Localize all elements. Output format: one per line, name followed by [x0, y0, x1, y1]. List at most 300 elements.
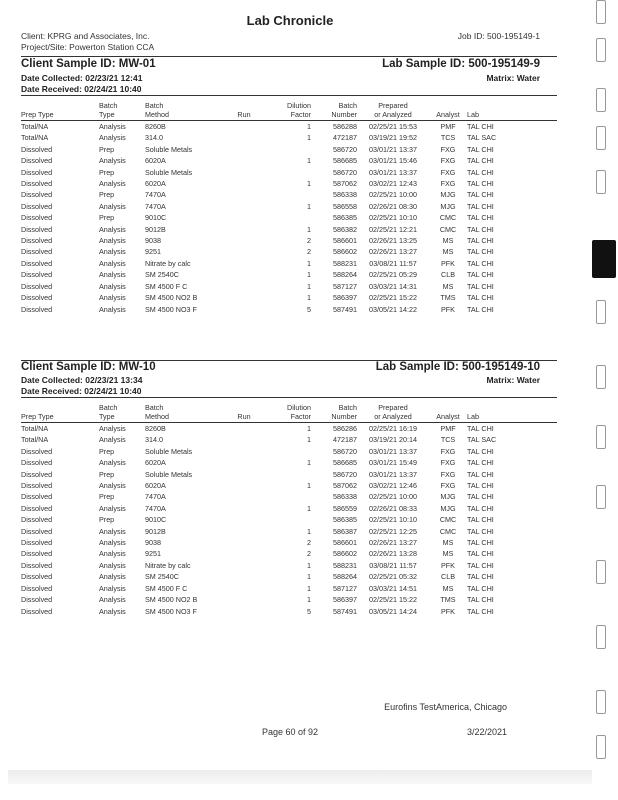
- prep-type-cell: Dissolved: [21, 156, 53, 166]
- batch-number-cell: 586397: [333, 595, 357, 605]
- analyst-cell: CMC: [439, 515, 457, 525]
- prepared-date-cell: 03/01/21 13:37: [369, 469, 417, 479]
- run-cell: [221, 178, 267, 189]
- batch-type-cell: Analysis: [99, 595, 126, 605]
- run-cell: [221, 548, 267, 559]
- table-row: [21, 594, 557, 605]
- column-header: Batch: [99, 101, 118, 110]
- batch-method-cell: 6020A: [145, 179, 166, 189]
- table-row: [21, 537, 557, 548]
- binder-tab[interactable]: [596, 560, 606, 584]
- divider: [21, 397, 557, 398]
- run-cell: [221, 537, 267, 548]
- batch-method-cell: 7470A: [145, 201, 166, 211]
- table-row: [21, 446, 557, 457]
- analyst-cell: FXG: [440, 469, 456, 479]
- column-header: Number: [311, 413, 357, 423]
- batch-type-cell: Prep: [99, 446, 115, 456]
- column-header: [467, 102, 557, 111]
- prepared-date-cell: 02/26/21 13:28: [369, 549, 417, 559]
- prepared-date-cell: 03/02/21 12:43: [369, 179, 417, 189]
- dilution-factor-cell: 1: [307, 503, 311, 513]
- prep-type-cell: Total/NA: [21, 122, 49, 131]
- column-header: Batch: [145, 403, 164, 412]
- run-cell: [221, 281, 267, 292]
- column-header: Method: [145, 413, 221, 423]
- batch-type-cell: Prep: [99, 167, 115, 177]
- report-title: Lab Chronicle: [246, 13, 334, 28]
- lab-cell: TAL CHI: [467, 247, 494, 257]
- batch-type-cell: Analysis: [99, 435, 126, 445]
- dilution-factor-cell: [267, 144, 311, 155]
- prep-type-cell: Dissolved: [21, 179, 53, 189]
- table-row: [21, 224, 557, 235]
- batch-method-cell: 8260B: [145, 424, 166, 433]
- batch-method-cell: 9038: [145, 538, 161, 548]
- batch-type-cell: Analysis: [99, 236, 126, 246]
- column-header: Batch: [99, 403, 118, 412]
- dilution-factor-cell: [267, 446, 311, 457]
- binder-tabs: [578, 0, 618, 800]
- prep-type-cell: Dissolved: [21, 167, 53, 177]
- analyst-cell: CMC: [439, 213, 457, 223]
- batch-number-cell: 586338: [333, 190, 357, 200]
- lab-cell: TAL CHI: [467, 458, 494, 468]
- column-header: Analyst: [429, 413, 467, 423]
- binder-tab[interactable]: [596, 126, 606, 150]
- lab-cell: TAL CHI: [467, 201, 494, 211]
- batch-type-cell: Prep: [99, 190, 115, 200]
- prepared-date-cell: 03/01/21 13:37: [369, 144, 417, 154]
- client-name: Client: KPRG and Associates, Inc.: [21, 31, 150, 41]
- run-cell: [221, 480, 267, 491]
- lab-cell: TAL CHI: [467, 270, 494, 280]
- column-header: Factor: [267, 111, 311, 121]
- analyst-cell: TMS: [440, 293, 456, 303]
- batch-type-cell: Analysis: [99, 583, 126, 593]
- analyst-cell: FXG: [440, 446, 456, 456]
- job-id: Job ID: 500-195149-1: [457, 31, 540, 41]
- column-header: or Analyzed: [357, 413, 429, 423]
- analyst-cell: PMF: [440, 122, 456, 131]
- dilution-factor-cell: 1: [307, 156, 311, 166]
- prep-type-cell: Total/NA: [21, 133, 49, 143]
- prepared-date-cell: 02/25/21 12:25: [369, 526, 417, 536]
- dilution-factor-cell: 1: [307, 270, 311, 280]
- batch-method-cell: 9012B: [145, 526, 166, 536]
- column-header: Dilution: [287, 403, 311, 412]
- batch-method-cell: SM 4500 NO3 F: [145, 304, 197, 314]
- lab-cell: TAL CHI: [467, 469, 494, 479]
- prepared-date-cell: 03/05/21 14:24: [369, 606, 417, 616]
- table-row: [21, 560, 557, 571]
- dilution-factor-cell: 1: [307, 293, 311, 303]
- batch-number-cell: 586685: [333, 156, 357, 166]
- dilution-factor-cell: [267, 514, 311, 525]
- column-header: Prep Type: [21, 413, 99, 423]
- dilution-factor-cell: 1: [307, 122, 311, 131]
- dilution-factor-cell: [267, 167, 311, 178]
- binder-tab[interactable]: [596, 0, 606, 24]
- table-row: [21, 155, 557, 166]
- dilution-factor-cell: 1: [307, 201, 311, 211]
- prepared-date-cell: 03/19/21 20:14: [369, 435, 417, 445]
- page-shadow: [8, 770, 592, 784]
- batch-method-cell: 6020A: [145, 156, 166, 166]
- project-site: Project/Site: Powerton Station CCA: [21, 42, 155, 52]
- batch-type-cell: Analysis: [99, 538, 126, 548]
- table-row: [21, 423, 557, 435]
- batch-number-cell: 586685: [333, 458, 357, 468]
- run-cell: [221, 258, 267, 269]
- batch-number-cell: 587127: [333, 583, 357, 593]
- dilution-factor-cell: 1: [307, 481, 311, 491]
- lab-cell: TAL CHI: [467, 583, 494, 593]
- batch-number-cell: 587127: [333, 281, 357, 291]
- prepared-date-cell: 02/26/21 13:27: [369, 538, 417, 548]
- table-row: [21, 292, 557, 303]
- dilution-factor-cell: 1: [307, 435, 311, 445]
- lab-cell: TAL CHI: [467, 481, 494, 491]
- binder-tab[interactable]: [596, 38, 606, 62]
- prep-type-cell: Dissolved: [21, 549, 53, 559]
- batch-method-cell: Soluble Metals: [145, 167, 193, 177]
- run-cell: [221, 434, 267, 445]
- run-cell: [221, 144, 267, 155]
- prepared-date-cell: 02/25/21 10:10: [369, 515, 417, 525]
- analyst-cell: MS: [442, 583, 454, 593]
- table-row: [21, 212, 557, 223]
- prepared-date-cell: 02/26/21 08:30: [369, 201, 417, 211]
- analyst-cell: TMS: [440, 595, 456, 605]
- analyst-cell: PFK: [441, 560, 455, 570]
- column-header: Prep Type: [21, 111, 99, 121]
- batch-number-cell: 586385: [333, 213, 357, 223]
- lab-cell: TAL CHI: [467, 156, 494, 166]
- binder-tab[interactable]: [596, 170, 606, 194]
- client-sample-id: Client Sample ID: MW-01: [21, 58, 156, 70]
- column-header: Prepared: [378, 101, 408, 110]
- analyst-cell: PMF: [440, 424, 456, 433]
- batch-number-cell: 586397: [333, 293, 357, 303]
- prep-type-cell: Total/NA: [21, 424, 49, 433]
- header-row: [21, 111, 557, 121]
- table-row: [21, 178, 557, 189]
- lab-cell: TAL CHI: [467, 446, 494, 456]
- table-row: [21, 503, 557, 514]
- binder-tab[interactable]: [596, 735, 606, 759]
- batch-method-cell: Soluble Metals: [145, 144, 193, 154]
- table-row: [21, 258, 557, 269]
- prep-type-cell: Dissolved: [21, 583, 53, 593]
- matrix: Matrix: Water: [486, 375, 540, 385]
- dilution-factor-cell: 2: [307, 538, 311, 548]
- run-cell: [221, 212, 267, 223]
- run-cell: [221, 491, 267, 502]
- table-row: [21, 304, 557, 315]
- analyst-cell: MS: [442, 281, 454, 291]
- analyst-cell: MS: [442, 538, 454, 548]
- binder-tab[interactable]: [596, 88, 606, 112]
- prep-type-cell: Dissolved: [21, 224, 53, 234]
- prep-type-cell: Dissolved: [21, 503, 53, 513]
- prepared-date-cell: 03/03/21 14:51: [369, 583, 417, 593]
- binder-tab[interactable]: [596, 485, 606, 509]
- run-cell: [221, 246, 267, 257]
- batch-number-cell: 587062: [333, 481, 357, 491]
- prepared-date-cell: 03/19/21 19:52: [369, 133, 417, 143]
- lab-sample-id: Lab Sample ID: 500-195149-10: [375, 361, 540, 373]
- batch-number-cell: 586286: [333, 424, 357, 433]
- analyst-cell: CMC: [439, 224, 457, 234]
- prep-type-cell: Dissolved: [21, 469, 53, 479]
- lab-cell: TAL CHI: [467, 560, 494, 570]
- page-number: Page 60 of 92: [261, 727, 319, 737]
- lab-chronicle-table: [21, 404, 557, 617]
- report-date: 3/22/2021: [466, 727, 507, 737]
- prep-type-cell: Dissolved: [21, 526, 53, 536]
- run-cell: [221, 503, 267, 514]
- binder-tab[interactable]: [596, 300, 606, 324]
- batch-number-cell: 586559: [333, 503, 357, 513]
- prepared-date-cell: 02/25/21 10:10: [369, 213, 417, 223]
- table-row: [21, 583, 557, 594]
- prep-type-cell: Dissolved: [21, 606, 53, 616]
- column-header: Batch: [338, 403, 357, 412]
- prep-type-cell: Dissolved: [21, 572, 53, 582]
- run-cell: [221, 201, 267, 212]
- run-cell: [221, 235, 267, 246]
- prep-type-cell: Dissolved: [21, 190, 53, 200]
- batch-type-cell: Analysis: [99, 270, 126, 280]
- lab-cell: TAL CHI: [467, 549, 494, 559]
- dilution-factor-cell: 1: [307, 458, 311, 468]
- batch-number-cell: 586720: [333, 167, 357, 177]
- batch-type-cell: Analysis: [99, 281, 126, 291]
- batch-number-cell: 588264: [333, 270, 357, 280]
- table-row: [21, 167, 557, 178]
- batch-method-cell: Nitrate by calc: [145, 258, 191, 268]
- lab-cell: TAL CHI: [467, 281, 494, 291]
- binder-tab[interactable]: [596, 625, 606, 649]
- run-cell: [221, 514, 267, 525]
- dilution-factor-cell: 1: [307, 281, 311, 291]
- batch-type-cell: Analysis: [99, 458, 126, 468]
- run-cell: [221, 469, 267, 480]
- prep-type-cell: Dissolved: [21, 201, 53, 211]
- analyst-cell: TCS: [440, 133, 456, 143]
- dilution-factor-cell: 1: [307, 526, 311, 536]
- binder-tab-active[interactable]: [592, 240, 616, 278]
- column-header: Run: [221, 111, 267, 121]
- prep-type-cell: Dissolved: [21, 213, 53, 223]
- run-cell: [221, 560, 267, 571]
- prep-type-cell: Dissolved: [21, 492, 53, 502]
- run-cell: [221, 423, 267, 435]
- analyst-cell: FXG: [440, 156, 456, 166]
- batch-type-cell: Analysis: [99, 179, 126, 189]
- batch-number-cell: 588231: [333, 560, 357, 570]
- prepared-date-cell: 03/03/21 14:31: [369, 281, 417, 291]
- column-header: Run: [221, 413, 267, 423]
- batch-method-cell: SM 2540C: [145, 572, 179, 582]
- table-row: [21, 189, 557, 200]
- analyst-cell: MJG: [440, 201, 456, 211]
- batch-type-cell: Prep: [99, 469, 115, 479]
- analyst-cell: PFK: [441, 304, 455, 314]
- column-header: Number: [311, 111, 357, 121]
- batch-type-cell: Prep: [99, 213, 115, 223]
- prepared-date-cell: 02/25/21 16:19: [369, 424, 417, 433]
- batch-type-cell: Analysis: [99, 606, 126, 616]
- batch-number-cell: 587062: [333, 179, 357, 189]
- prepared-date-cell: 03/05/21 14:22: [369, 304, 417, 314]
- lab-cell: TAL CHI: [467, 293, 494, 303]
- dilution-factor-cell: 2: [307, 236, 311, 246]
- batch-method-cell: 6020A: [145, 481, 166, 491]
- batch-type-cell: Analysis: [99, 293, 126, 303]
- batch-method-cell: 9010C: [145, 213, 167, 223]
- dilution-factor-cell: 1: [307, 583, 311, 593]
- batch-method-cell: SM 4500 NO3 F: [145, 606, 197, 616]
- prep-type-cell: Dissolved: [21, 515, 53, 525]
- table-row: [21, 235, 557, 246]
- table-row: [21, 434, 557, 445]
- run-cell: [221, 457, 267, 468]
- prep-type-cell: Dissolved: [21, 236, 53, 246]
- batch-type-cell: Analysis: [99, 258, 126, 268]
- lab-cell: TAL CHI: [467, 595, 494, 605]
- analyst-cell: MJG: [440, 503, 456, 513]
- batch-method-cell: Nitrate by calc: [145, 560, 191, 570]
- prep-type-cell: Dissolved: [21, 270, 53, 280]
- prepared-date-cell: 02/25/21 15:22: [369, 293, 417, 303]
- lab-name: Eurofins TestAmerica, Chicago: [384, 702, 507, 712]
- analyst-cell: MS: [442, 549, 454, 559]
- run-cell: [221, 571, 267, 582]
- batch-type-cell: Analysis: [99, 560, 126, 570]
- batch-number-cell: 586385: [333, 515, 357, 525]
- batch-method-cell: SM 2540C: [145, 270, 179, 280]
- prep-type-cell: Dissolved: [21, 595, 53, 605]
- analyst-cell: MJG: [440, 190, 456, 200]
- analyst-cell: FXG: [440, 179, 456, 189]
- analyst-cell: FXG: [440, 481, 456, 491]
- analyst-cell: CLB: [441, 572, 455, 582]
- analyst-cell: MJG: [440, 492, 456, 502]
- lab-cell: TAL CHI: [467, 538, 494, 548]
- batch-method-cell: 9010C: [145, 515, 167, 525]
- prep-type-cell: Dissolved: [21, 247, 53, 257]
- batch-method-cell: SM 4500 NO2 B: [145, 293, 198, 303]
- batch-method-cell: SM 4500 F C: [145, 281, 188, 291]
- divider: [21, 95, 557, 96]
- analyst-cell: MS: [442, 236, 454, 246]
- batch-method-cell: 6020A: [145, 458, 166, 468]
- run-cell: [221, 594, 267, 605]
- batch-number-cell: 472187: [333, 133, 357, 143]
- dilution-factor-cell: 2: [307, 247, 311, 257]
- batch-number-cell: 586288: [333, 122, 357, 131]
- run-cell: [221, 583, 267, 594]
- dilution-factor-cell: [267, 491, 311, 502]
- dilution-factor-cell: 1: [307, 258, 311, 268]
- run-cell: [221, 606, 267, 617]
- batch-number-cell: 588264: [333, 572, 357, 582]
- lab-cell: TAL CHI: [467, 572, 494, 582]
- prep-type-cell: Dissolved: [21, 458, 53, 468]
- prepared-date-cell: 03/01/21 13:37: [369, 167, 417, 177]
- batch-type-cell: Analysis: [99, 201, 126, 211]
- batch-number-cell: 586602: [333, 247, 357, 257]
- dilution-factor-cell: 1: [307, 179, 311, 189]
- prep-type-cell: Dissolved: [21, 560, 53, 570]
- batch-type-cell: Analysis: [99, 133, 126, 143]
- lab-chronicle-table: [21, 102, 557, 315]
- column-header: Batch: [338, 101, 357, 110]
- batch-number-cell: 586382: [333, 224, 357, 234]
- date-received: Date Received: 02/24/21 10:40: [21, 84, 142, 94]
- matrix: Matrix: Water: [486, 73, 540, 83]
- prepared-date-cell: 03/01/21 15:46: [369, 156, 417, 166]
- lab-cell: TAL CHI: [467, 167, 494, 177]
- batch-type-cell: Analysis: [99, 526, 126, 536]
- lab-cell: TAL CHI: [467, 526, 494, 536]
- lab-sample-id: Lab Sample ID: 500-195149-9: [382, 58, 540, 70]
- batch-number-cell: 472187: [333, 435, 357, 445]
- prep-type-cell: Dissolved: [21, 481, 53, 491]
- dilution-factor-cell: 1: [307, 560, 311, 570]
- column-header: Type: [99, 413, 145, 423]
- column-header: Batch: [145, 101, 164, 110]
- column-header: [467, 404, 557, 413]
- table-row: [21, 514, 557, 525]
- table-row: [21, 606, 557, 617]
- binder-tab[interactable]: [596, 365, 606, 389]
- batch-number-cell: 586601: [333, 236, 357, 246]
- lab-cell: TAL CHI: [467, 190, 494, 200]
- column-header: or Analyzed: [357, 111, 429, 121]
- table-row: [21, 144, 557, 155]
- batch-method-cell: 9012B: [145, 224, 166, 234]
- batch-method-cell: 9038: [145, 236, 161, 246]
- prepared-date-cell: 02/25/21 10:00: [369, 492, 417, 502]
- analyst-cell: PFK: [441, 258, 455, 268]
- lab-cell: TAL SAC: [467, 435, 497, 445]
- dilution-factor-cell: 5: [307, 606, 311, 616]
- batch-type-cell: Analysis: [99, 304, 126, 314]
- prepared-date-cell: 03/02/21 12:46: [369, 481, 417, 491]
- column-header: Method: [145, 111, 221, 121]
- batch-number-cell: 586558: [333, 201, 357, 211]
- lab-cell: TAL CHI: [467, 515, 494, 525]
- prep-type-cell: Dissolved: [21, 144, 53, 154]
- analyst-cell: TCS: [440, 435, 456, 445]
- table-row: [21, 571, 557, 582]
- lab-cell: TAL CHI: [467, 606, 494, 616]
- batch-method-cell: Soluble Metals: [145, 446, 193, 456]
- binder-tab[interactable]: [596, 425, 606, 449]
- batch-number-cell: 586387: [333, 526, 357, 536]
- table-row: [21, 121, 557, 133]
- divider: [21, 56, 557, 57]
- client-sample-id: Client Sample ID: MW-10: [21, 361, 156, 373]
- table-row: [21, 246, 557, 257]
- analyst-cell: FXG: [440, 144, 456, 154]
- lab-cell: TAL CHI: [467, 258, 494, 268]
- binder-tab[interactable]: [596, 690, 606, 714]
- run-cell: [221, 189, 267, 200]
